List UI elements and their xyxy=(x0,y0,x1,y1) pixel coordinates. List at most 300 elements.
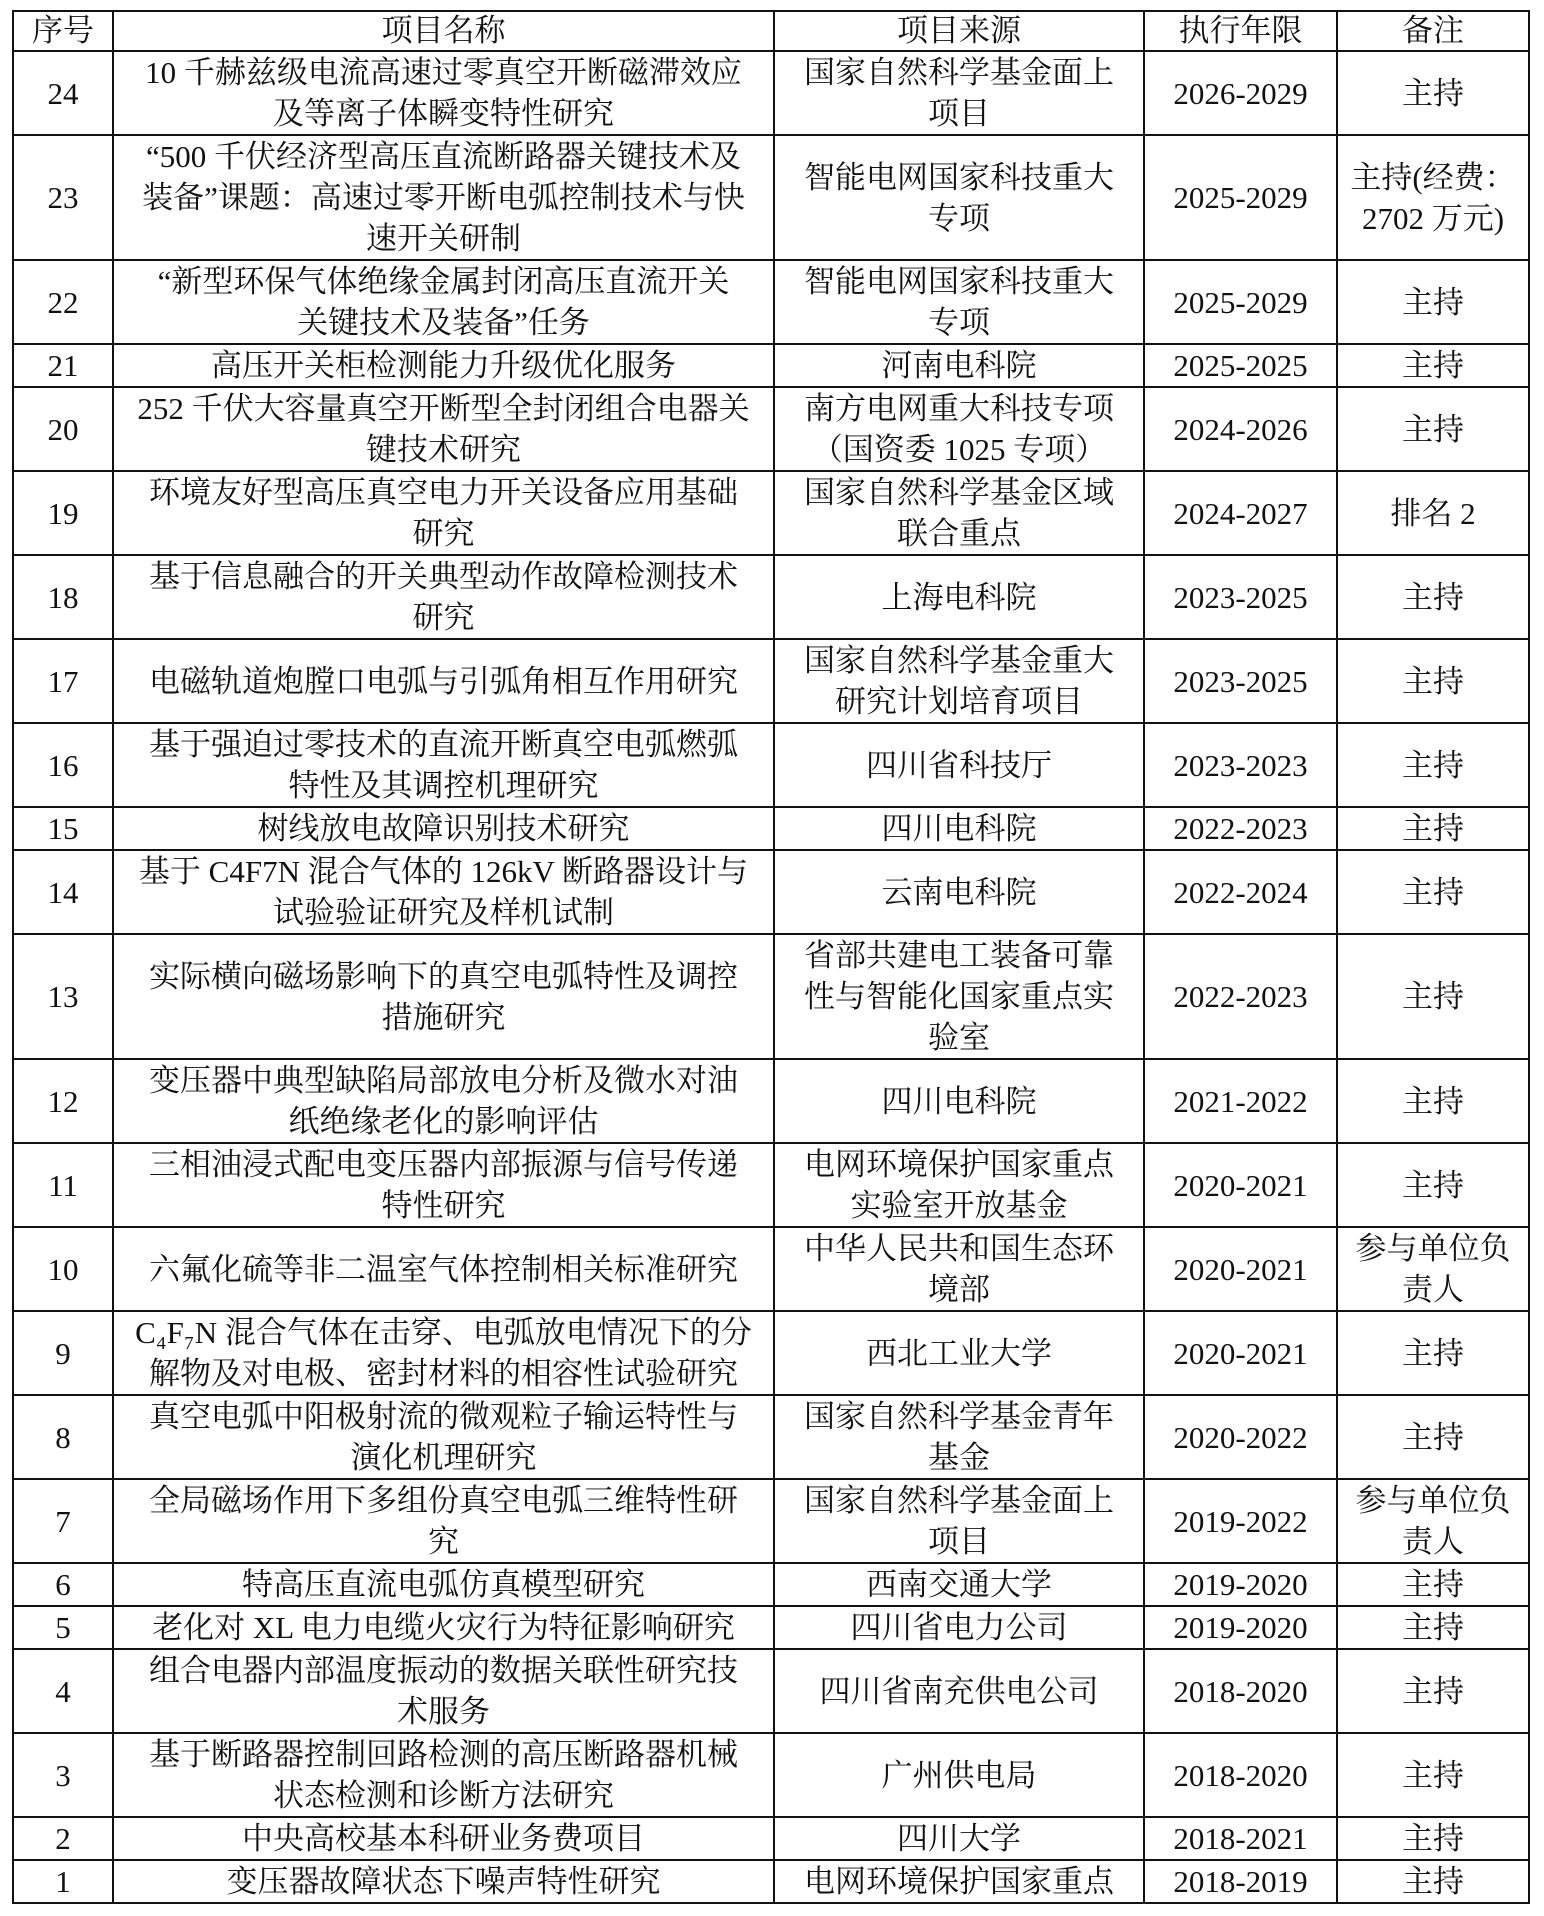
cell-note-line: 责人 xyxy=(1402,1272,1464,1307)
cell-note-line: 主持 xyxy=(1402,874,1464,910)
cell-no xyxy=(13,1733,113,1817)
cell-project-source-line: 国家自然科学基金面上 xyxy=(804,1483,1114,1518)
cell-note-line: 参与单位负 xyxy=(1355,1231,1511,1266)
cell-no-line: 10 xyxy=(47,1251,79,1287)
cell-note-line: 主持 xyxy=(1402,284,1464,320)
cell-period xyxy=(1144,639,1337,723)
cell-period-line: 2023-2025 xyxy=(1173,663,1308,699)
cell-project-source-line: 国家自然科学基金重大 xyxy=(804,643,1114,678)
cell-project-source-line: 境部 xyxy=(928,1272,990,1307)
cell-project-source-line: 河南电科院 xyxy=(881,348,1037,383)
cell-no-line: 21 xyxy=(47,348,79,383)
cell-no xyxy=(13,723,113,807)
cell-project-source xyxy=(774,471,1144,555)
header-project-name: 项目名称 xyxy=(113,11,774,51)
cell-project-source-line: 国家自然科学基金面上 xyxy=(804,55,1114,90)
cell-note xyxy=(1337,135,1529,260)
cell-project-name xyxy=(113,1649,774,1733)
cell-note-line: 主持 xyxy=(1402,348,1464,383)
cell-no xyxy=(13,1395,113,1479)
cell-period-line: 2019-2020 xyxy=(1173,1610,1308,1645)
cell-project-source-line: 中华人民共和国生态环 xyxy=(804,1231,1114,1266)
cell-project-source xyxy=(774,1311,1144,1395)
table-row xyxy=(13,1606,1529,1649)
table-row xyxy=(13,1649,1529,1733)
cell-period xyxy=(1144,1311,1337,1395)
cell-period xyxy=(1144,1227,1337,1311)
cell-period-line: 2026-2029 xyxy=(1173,75,1308,111)
cell-project-name xyxy=(113,1479,774,1563)
cell-no xyxy=(13,807,113,850)
cell-period xyxy=(1144,850,1337,934)
cell-project-name xyxy=(113,807,774,850)
cell-note xyxy=(1337,1311,1529,1395)
cell-project-name-line: 变压器故障状态下噪声特性研究 xyxy=(226,1864,661,1899)
cell-note xyxy=(1337,1143,1529,1227)
cell-project-source-line: 性与智能化国家重点实 xyxy=(804,979,1114,1014)
cell-project-name xyxy=(113,1860,774,1903)
cell-period-line: 2024-2026 xyxy=(1173,411,1308,447)
cell-project-name-line: 特性及其调控机理研究 xyxy=(288,768,599,803)
cell-no-line: 1 xyxy=(55,1864,71,1899)
cell-no-line: 5 xyxy=(55,1610,71,1645)
table-row xyxy=(13,723,1529,807)
cell-no-line: 24 xyxy=(47,75,79,111)
cell-period-line: 2024-2027 xyxy=(1173,495,1308,531)
cell-note-line: 主持 xyxy=(1402,1821,1464,1856)
cell-note xyxy=(1337,555,1529,639)
cell-project-name-line: 树线放电故障识别技术研究 xyxy=(257,811,630,846)
cell-period-line: 2020-2022 xyxy=(1173,1419,1308,1455)
cell-period xyxy=(1144,1143,1337,1227)
cell-project-source xyxy=(774,387,1144,471)
cell-note xyxy=(1337,1227,1529,1311)
cell-project-source-line: 西北工业大学 xyxy=(866,1335,1052,1371)
cell-project-source xyxy=(774,639,1144,723)
cell-project-name xyxy=(113,850,774,934)
cell-project-source-line: 专项 xyxy=(928,200,990,236)
table-row xyxy=(13,555,1529,639)
cell-project-name xyxy=(113,1817,774,1860)
cell-note xyxy=(1337,1563,1529,1606)
cell-note xyxy=(1337,344,1529,387)
cell-no-line: 8 xyxy=(55,1419,71,1455)
cell-no xyxy=(13,850,113,934)
cell-project-source-line: 西南交通大学 xyxy=(866,1567,1052,1602)
cell-project-source xyxy=(774,850,1144,934)
cell-project-name-line: 组合电器内部温度振动的数据关联性研究技 xyxy=(149,1653,738,1688)
cell-period xyxy=(1144,807,1337,850)
cell-period xyxy=(1144,51,1337,135)
cell-note-line: 主持 xyxy=(1402,1864,1464,1899)
cell-project-name xyxy=(113,723,774,807)
cell-note-line: 责人 xyxy=(1402,1524,1464,1559)
cell-note xyxy=(1337,1733,1529,1817)
cell-note xyxy=(1337,1649,1529,1733)
table-row xyxy=(13,850,1529,934)
cell-period xyxy=(1144,1606,1337,1649)
cell-note-line: 主持 xyxy=(1402,1567,1464,1602)
cell-period-line: 2020-2021 xyxy=(1173,1167,1308,1203)
cell-no xyxy=(13,1563,113,1606)
table-row xyxy=(13,1059,1529,1143)
cell-no-line: 4 xyxy=(55,1673,71,1709)
cell-note-line: 主持 xyxy=(1402,1673,1464,1709)
cell-no-line: 12 xyxy=(47,1083,79,1119)
cell-project-source-line: 省部共建电工装备可靠 xyxy=(804,938,1114,973)
cell-note xyxy=(1337,1479,1529,1563)
cell-note xyxy=(1337,807,1529,850)
cell-project-name-line: 环境友好型高压真空电力开关设备应用基础 xyxy=(149,475,738,510)
cell-project-source-line: 四川大学 xyxy=(897,1821,1021,1856)
cell-period-line: 2022-2023 xyxy=(1173,811,1308,846)
cell-note-line: 参与单位负 xyxy=(1355,1483,1511,1518)
cell-period-line: 2020-2021 xyxy=(1173,1335,1308,1371)
cell-project-source-line: 南方电网重大科技专项 xyxy=(804,391,1114,426)
cell-period xyxy=(1144,344,1337,387)
cell-no-line: 3 xyxy=(55,1757,71,1793)
cell-project-source-line: 四川电科院 xyxy=(881,811,1037,846)
cell-note-line: 主持 xyxy=(1402,1757,1464,1793)
cell-no-line: 22 xyxy=(47,284,79,320)
cell-no-line: 6 xyxy=(55,1567,71,1602)
cell-period xyxy=(1144,555,1337,639)
cell-project-source-line: （国资委 1025 专项） xyxy=(811,432,1107,467)
table-row xyxy=(13,135,1529,260)
cell-period xyxy=(1144,1649,1337,1733)
cell-project-source-line: 智能电网国家科技重大 xyxy=(804,159,1114,195)
table-row xyxy=(13,1563,1529,1606)
cell-project-name-line: 究 xyxy=(428,1524,459,1559)
cell-no-line: 14 xyxy=(47,874,79,910)
header-project-source: 项目来源 xyxy=(774,11,1144,51)
cell-project-source xyxy=(774,1649,1144,1733)
table-header xyxy=(13,11,1529,51)
cell-period-line: 2019-2020 xyxy=(1173,1567,1308,1602)
cell-period xyxy=(1144,135,1337,260)
cell-no-line: 2 xyxy=(55,1821,71,1856)
cell-no-line: 20 xyxy=(47,411,79,447)
cell-note-line: 主持 xyxy=(1402,75,1464,111)
cell-project-name-line: 研究 xyxy=(412,600,475,635)
cell-project-source xyxy=(774,135,1144,260)
cell-project-name xyxy=(113,1733,774,1817)
cell-note xyxy=(1337,934,1529,1059)
cell-note xyxy=(1337,260,1529,344)
cell-project-name-line: 关键技术及装备”任务 xyxy=(297,305,590,340)
cell-no-line: 11 xyxy=(48,1167,78,1203)
cell-no xyxy=(13,555,113,639)
cell-note-line: 主持 xyxy=(1402,747,1464,783)
table-row xyxy=(13,1479,1529,1563)
cell-project-name-line: 基于 C4F7N 混合气体的 126kV 断路器设计与 xyxy=(138,854,749,889)
cell-no xyxy=(13,1227,113,1311)
cell-project-source xyxy=(774,1733,1144,1817)
cell-note xyxy=(1337,1606,1529,1649)
cell-project-name-line: 研究 xyxy=(412,516,475,551)
table-row xyxy=(13,260,1529,344)
cell-no-line: 7 xyxy=(55,1503,71,1539)
cell-note-line: 主持 xyxy=(1402,1610,1464,1645)
cell-period xyxy=(1144,1479,1337,1563)
cell-project-name-line: 三相油浸式配电变压器内部振源与信号传递 xyxy=(149,1147,738,1182)
cell-project-source xyxy=(774,1227,1144,1311)
cell-note-line: 主持 xyxy=(1402,979,1464,1014)
cell-note xyxy=(1337,639,1529,723)
cell-note-line: 主持 xyxy=(1402,1083,1464,1119)
cell-period-line: 2022-2023 xyxy=(1173,979,1308,1014)
cell-project-source xyxy=(774,344,1144,387)
cell-project-source xyxy=(774,1143,1144,1227)
cell-no-line: 9 xyxy=(55,1335,71,1371)
cell-project-name xyxy=(113,1059,774,1143)
cell-period xyxy=(1144,1860,1337,1903)
cell-no xyxy=(13,1860,113,1903)
header-no: 序号 xyxy=(13,11,113,51)
cell-project-name-line: “新型环保气体绝缘金属封闭高压直流开关 xyxy=(157,264,730,299)
cell-project-source xyxy=(774,555,1144,639)
cell-no xyxy=(13,135,113,260)
cell-project-source xyxy=(774,51,1144,135)
table-row xyxy=(13,344,1529,387)
cell-no-line: 15 xyxy=(47,811,79,846)
cell-project-source xyxy=(774,934,1144,1059)
cell-project-name-line: 纸绝缘老化的影响评估 xyxy=(288,1104,599,1139)
cell-no xyxy=(13,1606,113,1649)
cell-project-name xyxy=(113,344,774,387)
table-row xyxy=(13,807,1529,850)
cell-period-line: 2018-2020 xyxy=(1173,1673,1308,1709)
cell-project-name-line: 10 千赫兹级电流高速过零真空开断磁滞效应 xyxy=(145,55,742,90)
cell-project-name xyxy=(113,260,774,344)
cell-project-source xyxy=(774,1860,1144,1903)
table-row xyxy=(13,1860,1529,1903)
table-row xyxy=(13,1817,1529,1860)
cell-project-name-line: 及等离子体瞬变特性研究 xyxy=(273,96,614,131)
cell-project-name-line: 速开关研制 xyxy=(366,221,521,256)
cell-project-name xyxy=(113,135,774,260)
cell-period xyxy=(1144,471,1337,555)
cell-no-line: 23 xyxy=(47,180,79,215)
cell-project-source-line: 基金 xyxy=(928,1440,990,1475)
cell-no xyxy=(13,51,113,135)
cell-project-name xyxy=(113,1606,774,1649)
cell-note xyxy=(1337,1860,1529,1903)
cell-project-source-line: 国家自然科学基金青年 xyxy=(804,1399,1114,1434)
cell-no xyxy=(13,260,113,344)
cell-project-name-line: 基于强迫过零技术的直流开断真空电弧燃弧 xyxy=(149,727,738,762)
header-period: 执行年限 xyxy=(1144,11,1337,51)
cell-no xyxy=(13,1143,113,1227)
cell-period-line: 2025-2029 xyxy=(1173,180,1308,215)
cell-note xyxy=(1337,1395,1529,1479)
cell-note-line: 主持 xyxy=(1402,579,1464,615)
cell-note xyxy=(1337,1059,1529,1143)
table-row xyxy=(13,51,1529,135)
table-row xyxy=(13,471,1529,555)
cell-period-line: 2025-2025 xyxy=(1173,348,1308,383)
cell-project-name xyxy=(113,934,774,1059)
cell-project-name-line: 解物及对电极、密封材料的相容性试验研究 xyxy=(149,1356,738,1391)
cell-note xyxy=(1337,850,1529,934)
cell-project-name-line: 状态检测和诊断方法研究 xyxy=(273,1778,614,1813)
cell-period-line: 2020-2021 xyxy=(1173,1251,1308,1287)
cell-note xyxy=(1337,1817,1529,1860)
cell-note-line: 主持(经费： xyxy=(1350,159,1516,195)
cell-project-name xyxy=(113,1311,774,1395)
cell-project-name-line: “500 千伏经济型高压直流断路器关键技术及 xyxy=(145,139,741,174)
cell-project-source-line: 云南电科院 xyxy=(881,874,1037,910)
cell-project-name-line: 实际横向磁场影响下的真空电弧特性及调控 xyxy=(149,958,738,994)
cell-project-source-line: 项目 xyxy=(928,1524,990,1559)
cell-project-source xyxy=(774,1606,1144,1649)
cell-no-line: 18 xyxy=(47,579,79,615)
cell-period-line: 2022-2024 xyxy=(1173,874,1308,910)
table-row xyxy=(13,1733,1529,1817)
cell-project-source-line: 电网环境保护国家重点 xyxy=(804,1864,1114,1899)
cell-project-source xyxy=(774,723,1144,807)
cell-project-name-line: 键技术研究 xyxy=(366,432,521,467)
cell-note xyxy=(1337,723,1529,807)
table-body xyxy=(13,51,1529,1903)
cell-project-source xyxy=(774,260,1144,344)
cell-note xyxy=(1337,471,1529,555)
cell-project-name-line: 电磁轨道炮膛口电弧与引弧角相互作用研究 xyxy=(149,663,738,699)
table-row xyxy=(13,387,1529,471)
cell-project-source-line: 研究计划培育项目 xyxy=(835,684,1083,719)
table-row xyxy=(13,1395,1529,1479)
cell-project-name-line: C₄F₇N 混合气体在击穿、电弧放电情况下的分 xyxy=(135,1315,752,1350)
table-row xyxy=(13,639,1529,723)
projects-table xyxy=(12,10,1530,1904)
cell-project-name-line: 试验验证研究及样机试制 xyxy=(273,895,614,930)
table-row xyxy=(13,1143,1529,1227)
cell-project-name xyxy=(113,1395,774,1479)
cell-project-source-line: 专项 xyxy=(928,305,990,340)
cell-project-name-line: 变压器中典型缺陷局部放电分析及微水对油 xyxy=(149,1063,738,1098)
cell-project-name xyxy=(113,1143,774,1227)
cell-project-source xyxy=(774,1563,1144,1606)
cell-no xyxy=(13,1479,113,1563)
cell-project-name-line: 装备”课题：高速过零开断电弧控制技术与快 xyxy=(142,180,745,215)
cell-note-line: 主持 xyxy=(1402,1335,1464,1371)
cell-project-source-line: 四川省南充供电公司 xyxy=(819,1673,1099,1709)
cell-project-name-line: 中央高校基本科研业务费项目 xyxy=(242,1821,645,1856)
cell-project-source-line: 上海电科院 xyxy=(881,579,1037,615)
cell-project-source-line: 智能电网国家科技重大 xyxy=(804,264,1114,299)
cell-project-name-line: 术服务 xyxy=(397,1694,490,1729)
cell-note-line: 主持 xyxy=(1402,811,1464,846)
cell-period-line: 2025-2029 xyxy=(1173,284,1308,320)
cell-period-line: 2018-2019 xyxy=(1173,1864,1308,1899)
cell-project-name-line: 基于断路器控制回路检测的高压断路器机械 xyxy=(149,1737,738,1772)
cell-no xyxy=(13,639,113,723)
table-row xyxy=(13,1311,1529,1395)
cell-project-name-line: 六氟化硫等非二温室气体控制相关标准研究 xyxy=(149,1251,738,1287)
cell-project-name-line: 老化对 XL 电力电缆火灾行为特征影响研究 xyxy=(152,1610,735,1645)
cell-project-source-line: 电网环境保护国家重点 xyxy=(804,1147,1114,1182)
cell-project-name-line: 全局磁场作用下多组份真空电弧三维特性研 xyxy=(149,1483,738,1518)
cell-note xyxy=(1337,51,1529,135)
cell-project-source-line: 国家自然科学基金区域 xyxy=(804,475,1114,510)
cell-project-source xyxy=(774,1395,1144,1479)
cell-period xyxy=(1144,723,1337,807)
cell-note-line: 主持 xyxy=(1402,1419,1464,1455)
cell-period xyxy=(1144,387,1337,471)
cell-note-line: 排名 2 xyxy=(1390,495,1476,531)
cell-no xyxy=(13,387,113,471)
cell-project-name-line: 基于信息融合的开关典型动作故障检测技术 xyxy=(149,559,738,594)
cell-no xyxy=(13,344,113,387)
cell-period xyxy=(1144,260,1337,344)
cell-project-source-line: 项目 xyxy=(928,96,990,131)
cell-period xyxy=(1144,1733,1337,1817)
cell-project-source-line: 四川省科技厅 xyxy=(866,747,1052,783)
cell-project-source-line: 四川省电力公司 xyxy=(850,1610,1068,1645)
cell-no xyxy=(13,471,113,555)
cell-note-line: 主持 xyxy=(1402,411,1464,447)
table-row xyxy=(13,934,1529,1059)
cell-no-line: 16 xyxy=(47,747,79,783)
cell-period-line: 2018-2020 xyxy=(1173,1757,1308,1793)
cell-period xyxy=(1144,934,1337,1059)
cell-project-name-line: 演化机理研究 xyxy=(350,1440,537,1475)
cell-no xyxy=(13,1649,113,1733)
cell-project-source-line: 四川电科院 xyxy=(881,1083,1037,1119)
cell-project-source xyxy=(774,1817,1144,1860)
cell-no xyxy=(13,934,113,1059)
cell-period-line: 2023-2025 xyxy=(1173,579,1308,615)
cell-period xyxy=(1144,1059,1337,1143)
cell-period xyxy=(1144,1395,1337,1479)
table-row xyxy=(13,1227,1529,1311)
header-note: 备注 xyxy=(1337,11,1529,51)
cell-period xyxy=(1144,1817,1337,1860)
cell-project-source-line: 广州供电局 xyxy=(881,1757,1037,1793)
cell-project-name-line: 特性研究 xyxy=(381,1188,506,1223)
cell-period xyxy=(1144,1563,1337,1606)
cell-project-name xyxy=(113,1227,774,1311)
cell-project-name-line: 措施研究 xyxy=(381,999,506,1035)
cell-no-line: 17 xyxy=(47,663,79,699)
cell-project-name-line: 特高压直流电弧仿真模型研究 xyxy=(242,1567,645,1602)
cell-period-line: 2021-2022 xyxy=(1173,1083,1308,1119)
cell-period-line: 2018-2021 xyxy=(1173,1821,1308,1856)
cell-note-line: 2702 万元) xyxy=(1361,200,1505,236)
cell-no-line: 13 xyxy=(47,979,79,1014)
cell-project-name xyxy=(113,387,774,471)
cell-no xyxy=(13,1311,113,1395)
cell-project-name xyxy=(113,51,774,135)
cell-project-source-line: 实验室开放基金 xyxy=(850,1188,1068,1223)
cell-project-name-line: 真空电弧中阳极射流的微观粒子输运特性与 xyxy=(149,1399,738,1434)
cell-no xyxy=(13,1817,113,1860)
cell-project-name xyxy=(113,1563,774,1606)
cell-project-name xyxy=(113,471,774,555)
cell-project-name xyxy=(113,639,774,723)
cell-project-source xyxy=(774,1059,1144,1143)
cell-note-line: 主持 xyxy=(1402,1167,1464,1203)
cell-no xyxy=(13,1059,113,1143)
cell-note xyxy=(1337,387,1529,471)
cell-project-source xyxy=(774,1479,1144,1563)
cell-project-name-line: 252 千伏大容量真空开断型全封闭组合电器关 xyxy=(137,391,750,426)
cell-project-source xyxy=(774,807,1144,850)
cell-no-line: 19 xyxy=(47,495,79,531)
cell-project-name xyxy=(113,555,774,639)
cell-project-name-line: 高压开关柜检测能力升级优化服务 xyxy=(211,348,676,383)
table-header-row xyxy=(13,11,1529,51)
